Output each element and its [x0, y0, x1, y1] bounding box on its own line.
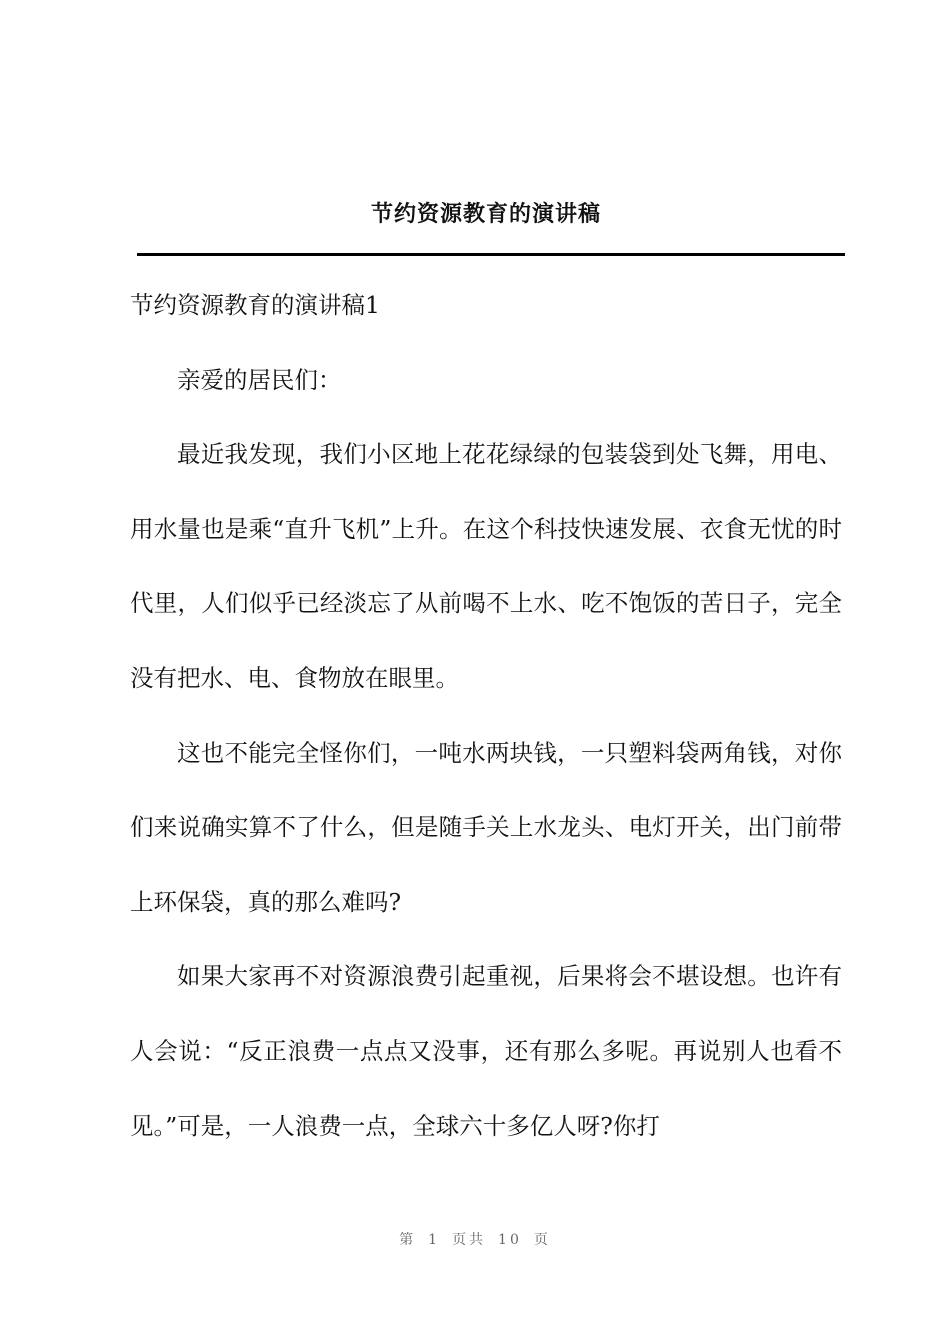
footer-total-pages: 10: [498, 1232, 522, 1248]
paragraph: 如果大家再不对资源浪费引起重视，后果将会不堪设想。也许有人会说：“反正浪费一点点又没事，还有那么多呢。再说别人也看不见。”可是，一人浪费一点，全球六十多亿人呀?你打: [130, 962, 842, 1140]
title-divider: [137, 253, 845, 256]
paragraph: 这也不能完全怪你们，一吨水两块钱，一只塑料袋两角钱，对你们来说确实算不了什么，但是随手关上水龙头、电灯开关，出门前带上环保袋，真的那么难吗?: [130, 738, 842, 916]
document-title: 节约资源教育的演讲稿: [370, 201, 601, 227]
section-heading: 节约资源教育的演讲稿1: [130, 291, 380, 319]
footer-page-number: 1: [428, 1232, 441, 1248]
footer-middle: 页共: [452, 1232, 487, 1248]
document-body: [130, 268, 842, 1163]
paragraph-salutation: 亲爱的居民们：: [177, 365, 342, 394]
paragraph: 最近我发现，我们小区地上花花绿绿的包装袋到处飞舞，用电、用水量也是乘“直升飞机”上升。在这个科技快速发展、衣食无忧的时代里，人们似乎已经淡忘了从前喝不上水、吃不饱饭的苦日子，完全没有把水、电、食物放在眼里。: [130, 440, 842, 692]
page-number-footer: [0, 1228, 950, 1252]
footer-prefix: 第: [399, 1232, 417, 1248]
footer-suffix: 页: [533, 1232, 551, 1248]
